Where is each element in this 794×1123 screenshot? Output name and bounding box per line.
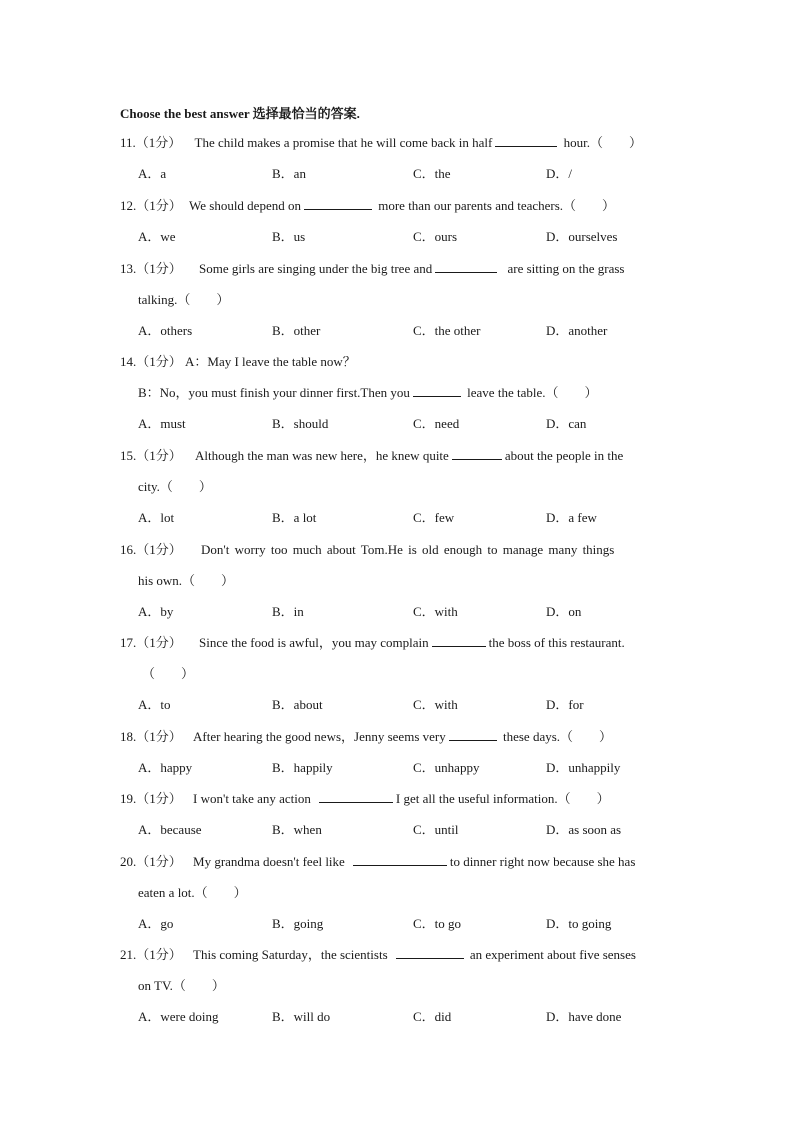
option-d[interactable]: D．another xyxy=(546,323,608,338)
stem-text: The child makes a promise that he will come back in half xyxy=(194,135,493,150)
question-stem xyxy=(120,634,675,665)
option-c[interactable]: C．ours xyxy=(413,229,458,244)
option-c[interactable]: C．with xyxy=(413,697,458,712)
question-18 xyxy=(120,728,675,777)
option-d[interactable]: D．have done xyxy=(546,1009,622,1024)
question-number: 16.（1分） xyxy=(120,542,182,557)
question-21 xyxy=(120,946,675,1026)
option-d[interactable]: D．ourselves xyxy=(546,229,618,244)
options xyxy=(120,915,675,933)
question-16 xyxy=(120,541,675,621)
option-b[interactable]: B．in xyxy=(272,604,304,619)
question-number: 17.（1分） xyxy=(120,635,182,650)
stem-text: This coming Saturday，the scientists xyxy=(193,947,388,962)
option-a[interactable]: A．must xyxy=(138,416,186,431)
answer-blank xyxy=(319,790,393,803)
option-d[interactable]: D．can xyxy=(546,416,587,431)
question-number: 20.（1分） xyxy=(120,854,182,869)
stem-text: B：No，you must finish your dinner first.Then you xyxy=(138,385,410,400)
stem-text: Although the man was new here，he knew quite xyxy=(195,448,449,463)
answer-blank xyxy=(432,634,486,647)
option-b[interactable]: B．about xyxy=(272,697,323,712)
question-number: 11.（1分） xyxy=(120,135,182,150)
stem-text: I won't take any action xyxy=(193,791,311,806)
question-number: 12.（1分） xyxy=(120,198,182,213)
question-stem xyxy=(120,853,675,884)
option-d[interactable]: D．unhappily xyxy=(546,760,621,775)
answer-blank xyxy=(413,384,461,397)
stem-text: are sitting on the grass xyxy=(507,261,625,276)
options xyxy=(120,228,675,246)
question-stem xyxy=(120,260,675,291)
stem-text: hour.（ ） xyxy=(563,135,642,150)
option-a[interactable]: A．by xyxy=(138,604,174,619)
option-a[interactable]: A．a xyxy=(138,166,167,181)
question-15 xyxy=(120,447,675,527)
option-b[interactable]: B．happily xyxy=(272,760,333,775)
option-c[interactable]: C．did xyxy=(413,1009,452,1024)
option-b[interactable]: B．when xyxy=(272,822,322,837)
stem-text: Some girls are singing under the big tree and xyxy=(199,261,433,276)
option-a[interactable]: A．go xyxy=(138,916,174,931)
option-a[interactable]: A．others xyxy=(138,323,193,338)
option-a[interactable]: A．because xyxy=(138,822,202,837)
option-c[interactable]: C．until xyxy=(413,822,459,837)
question-stem-continued xyxy=(120,384,675,415)
question-number: 18.（1分） xyxy=(120,729,182,744)
question-stem xyxy=(120,353,675,384)
option-d[interactable]: D．for xyxy=(546,697,584,712)
stem-text: My grandma doesn't feel like xyxy=(193,854,345,869)
stem-text: leave the table.（ ） xyxy=(467,385,598,400)
option-d[interactable]: D．on xyxy=(546,604,582,619)
question-number: 21.（1分） xyxy=(120,947,182,962)
question-stem xyxy=(120,134,675,165)
options xyxy=(120,603,675,621)
question-stem-continued: talking.（ ） xyxy=(138,292,230,307)
option-d[interactable]: D．to going xyxy=(546,916,612,931)
option-c[interactable]: C．to go xyxy=(413,916,462,931)
answer-blank xyxy=(353,853,447,866)
stem-text: an experiment about five senses xyxy=(469,947,636,962)
stem-text: to dinner right now because she has xyxy=(449,854,636,869)
option-c[interactable]: C．the xyxy=(413,166,451,181)
option-b[interactable]: B．a lot xyxy=(272,510,317,525)
question-number: 19.（1分） xyxy=(120,791,182,806)
option-d[interactable]: D．/ xyxy=(546,166,573,181)
stem-text: I get all the useful information.（ ） xyxy=(395,791,610,806)
question-stem-continued: on TV.（ ） xyxy=(138,978,225,993)
question-number: 13.（1分） xyxy=(120,261,182,276)
option-a[interactable]: A．were doing xyxy=(138,1009,219,1024)
options xyxy=(120,821,675,839)
option-b[interactable]: B．going xyxy=(272,916,324,931)
stem-text: Since the food is awful，you may complain xyxy=(199,635,429,650)
option-a[interactable]: A．we xyxy=(138,229,176,244)
question-11 xyxy=(120,134,675,183)
stem-text: A：May I leave the table now？ xyxy=(185,354,356,369)
option-b[interactable]: B．will do xyxy=(272,1009,331,1024)
question-stem xyxy=(120,447,675,478)
question-20 xyxy=(120,853,675,933)
answer-blank xyxy=(304,197,372,210)
question-stem xyxy=(120,728,675,759)
question-12 xyxy=(120,197,675,246)
stem-text: more than our parents and teachers.（ ） xyxy=(378,198,616,213)
stem-text: After hearing the good news，Jenny seems very xyxy=(193,729,446,744)
option-d[interactable]: D．a few xyxy=(546,510,597,525)
question-stem-continued: his own.（ ） xyxy=(138,573,235,588)
stem-text: We should depend on xyxy=(189,198,301,213)
question-stem xyxy=(120,541,675,572)
options xyxy=(120,696,675,714)
option-c[interactable]: C．with xyxy=(413,604,458,619)
question-17 xyxy=(120,634,675,714)
answer-blank xyxy=(449,728,497,741)
options xyxy=(120,759,675,777)
option-c[interactable]: C．few xyxy=(413,510,455,525)
option-b[interactable]: B．other xyxy=(272,323,321,338)
stem-text: about the people in the xyxy=(504,448,624,463)
option-b[interactable]: B．an xyxy=(272,166,306,181)
answer-blank xyxy=(452,447,502,460)
question-number: 15.（1分） xyxy=(120,448,182,463)
stem-text: these days.（ ） xyxy=(502,729,613,744)
stem-text: the boss of this restaurant. xyxy=(488,635,625,650)
question-number: 14.（1分） xyxy=(120,354,182,369)
option-b[interactable]: B．us xyxy=(272,229,306,244)
section-heading: Choose the best answer 选择最恰当的答案. xyxy=(120,106,360,121)
option-c[interactable]: C．unhappy xyxy=(413,760,480,775)
options xyxy=(120,415,675,433)
option-d[interactable]: D．as soon as xyxy=(546,822,622,837)
answer-blank xyxy=(435,260,497,273)
option-a[interactable]: A．happy xyxy=(138,760,193,775)
question-stem-continued: eaten a lot.（ ） xyxy=(138,885,247,900)
question-19 xyxy=(120,790,675,839)
question-13 xyxy=(120,260,675,340)
answer-blank xyxy=(396,946,464,959)
question-14 xyxy=(120,353,675,433)
options xyxy=(120,1008,675,1026)
stem-text: Don't worry too much about Tom.He is old enough to manage many things xyxy=(201,542,615,557)
question-stem xyxy=(120,946,675,977)
answer-blank xyxy=(495,134,557,147)
option-a[interactable]: A．lot xyxy=(138,510,175,525)
question-stem-continued: city.（ ） xyxy=(138,479,212,494)
option-c[interactable]: C．the other xyxy=(413,323,481,338)
question-stem-continued: （ ） xyxy=(142,666,195,681)
option-a[interactable]: A．to xyxy=(138,697,171,712)
question-stem xyxy=(120,197,675,228)
options xyxy=(120,322,675,340)
option-b[interactable]: B．should xyxy=(272,416,329,431)
option-c[interactable]: C．need xyxy=(413,416,460,431)
question-stem xyxy=(120,790,675,821)
options xyxy=(120,165,675,183)
options xyxy=(120,509,675,527)
